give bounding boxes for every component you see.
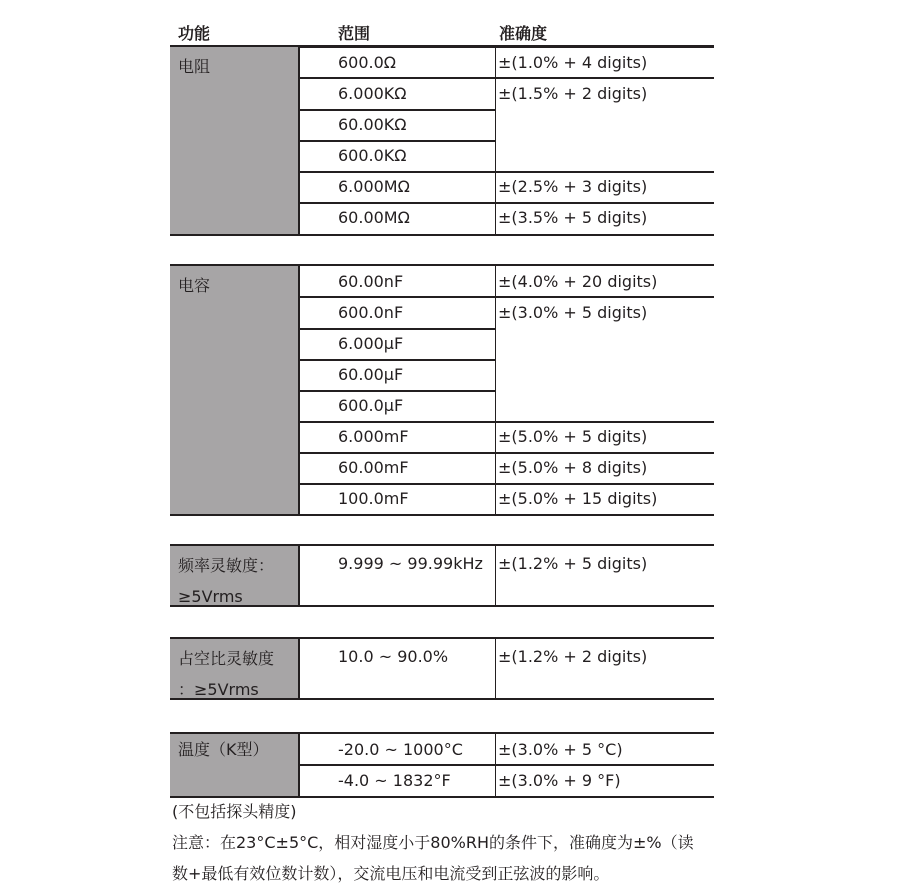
table-row	[300, 483, 714, 514]
range-value: 6.000mF	[338, 427, 409, 446]
temperature-label-cell	[170, 734, 300, 796]
table-row	[300, 452, 714, 483]
range-value: -4.0 ~ 1832°F	[338, 771, 451, 790]
accuracy-value: ±(4.0% + 20 digits)	[498, 272, 658, 291]
frequency-label: 频率灵敏度： ≥5Vrms	[178, 556, 275, 606]
table-row	[300, 171, 714, 202]
range-value: 60.00MΩ	[338, 208, 410, 227]
accuracy-value: ±(3.0% + 9 °F)	[498, 771, 621, 790]
accuracy-value: ±(1.2% + 2 digits)	[498, 647, 648, 666]
accuracy-value: ±(5.0% + 5 digits)	[498, 427, 648, 446]
duty-cycle-label-cell	[170, 639, 300, 698]
table-row	[300, 548, 714, 579]
resistance-section	[170, 45, 714, 236]
probe-note: (不包括探头精度)	[172, 802, 297, 821]
temperature-section	[170, 732, 714, 798]
table-row	[300, 328, 714, 359]
note-line-2: 数+最低有效位数计数），交流电压和电流受到正弦波的影响。	[172, 864, 610, 883]
accuracy-value: ±(3.0% + 5 digits)	[498, 303, 648, 322]
accuracy-value: ±(3.5% + 5 digits)	[498, 208, 648, 227]
range-value: -20.0 ~ 1000°C	[338, 740, 463, 759]
frequency-section	[170, 544, 714, 607]
range-value: 600.0μF	[338, 396, 404, 415]
resistance-label-cell	[170, 47, 300, 234]
table-row	[300, 765, 714, 796]
table-row	[300, 297, 714, 328]
table-row	[300, 47, 714, 78]
table-row	[300, 641, 714, 672]
range-value: 600.0nF	[338, 303, 404, 322]
range-value: 60.00nF	[338, 272, 404, 291]
accuracy-value: ±(5.0% + 15 digits)	[498, 489, 658, 508]
capacitance-label-cell	[170, 266, 300, 514]
duty-cycle-label: 占空比灵敏度 ：≥5Vrms	[178, 649, 275, 699]
range-value: 600.0KΩ	[338, 146, 407, 165]
frequency-label-cell	[170, 546, 300, 605]
header-range: 范围	[338, 24, 371, 43]
header-accuracy: 准确度	[499, 24, 548, 43]
table-row	[300, 109, 714, 140]
accuracy-value: ±(5.0% + 8 digits)	[498, 458, 648, 477]
range-value: 9.999 ~ 99.99kHz	[338, 554, 483, 573]
resistance-label: 电阻	[178, 57, 211, 76]
table-row	[300, 78, 714, 109]
range-value: 60.00μF	[338, 365, 404, 384]
accuracy-value: ±(1.2% + 5 digits)	[498, 554, 648, 573]
table-row	[300, 734, 714, 765]
range-value: 10.0 ~ 90.0%	[338, 647, 449, 666]
table-row	[300, 140, 714, 171]
capacitance-label: 电容	[178, 276, 211, 295]
table-row	[300, 390, 714, 421]
capacitance-section	[170, 264, 714, 516]
accuracy-value: ±(1.5% + 2 digits)	[498, 84, 648, 103]
temperature-label: 温度（K型）	[178, 740, 269, 759]
header-function: 功能	[178, 24, 211, 43]
range-value: 6.000KΩ	[338, 84, 407, 103]
note-line-1: 注意：在23°C±5°C，相对湿度小于80%RH的条件下，准确度为±%（读	[172, 833, 694, 852]
range-value: 60.00mF	[338, 458, 409, 477]
table-row	[300, 359, 714, 390]
table-row	[300, 202, 714, 233]
range-value: 100.0mF	[338, 489, 409, 508]
range-value: 60.00KΩ	[338, 115, 407, 134]
table-row	[300, 421, 714, 452]
range-value: 600.0Ω	[338, 53, 397, 72]
table-row	[300, 266, 714, 297]
accuracy-value: ±(1.0% + 4 digits)	[498, 53, 648, 72]
duty-cycle-section	[170, 637, 714, 700]
range-value: 6.000μF	[338, 334, 404, 353]
accuracy-value: ±(2.5% + 3 digits)	[498, 177, 648, 196]
table-header	[170, 14, 714, 48]
range-value: 6.000MΩ	[338, 177, 410, 196]
accuracy-value: ±(3.0% + 5 °C)	[498, 740, 623, 759]
